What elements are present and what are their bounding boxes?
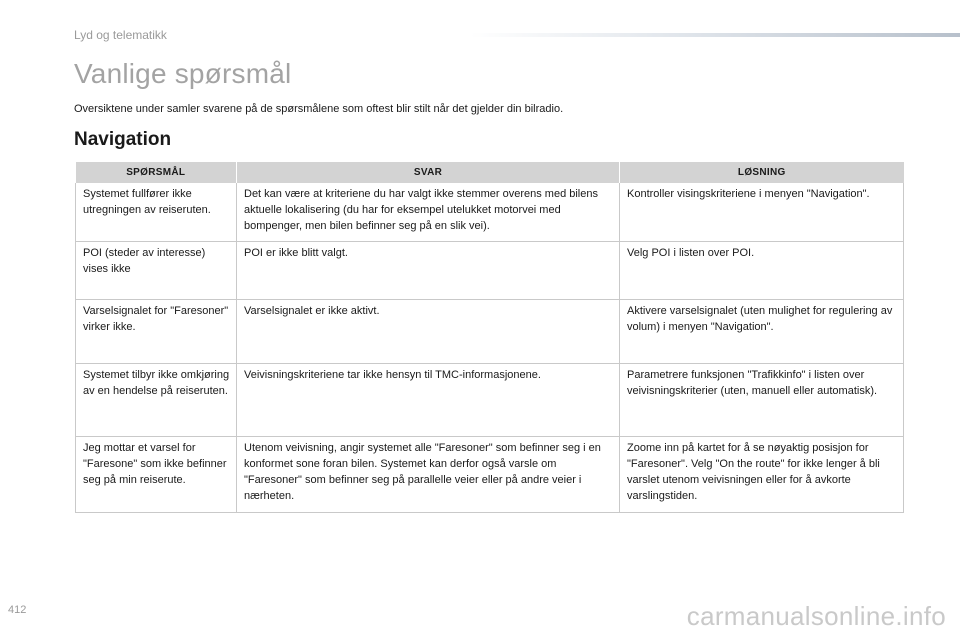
column-header-question: SPØRSMÅL — [76, 162, 237, 183]
solution-cell: Parametrere funksjonen "Trafikkinfo" i listen over veivisningskriterier (uten, manuell eller automatisk). — [620, 364, 904, 437]
intro-text: Oversiktene under samler svarene på de spørsmålene som oftest blir stilt når det gjelder din bilradio. — [74, 103, 564, 115]
column-header-answer: SVAR — [237, 162, 620, 183]
section-header: Lyd og telematikk — [74, 28, 167, 42]
answer-cell: Det kan være at kriteriene du har valgt ikke stemmer overens med bilens aktuelle lokalisering (du har for eksempel utelukket motorvei med bompenger, men bilen befinner seg på en slik vei). — [237, 183, 620, 242]
table-row — [76, 183, 904, 242]
table-row — [76, 364, 904, 437]
question-cell: Varselsignalet for "Faresoner" virker ikke. — [76, 300, 237, 364]
table-row — [76, 300, 904, 364]
header-rule — [470, 33, 960, 37]
answer-cell: Veivisningskriteriene tar ikke hensyn til TMC-informasjonene. — [237, 364, 620, 437]
question-cell: POI (steder av interesse) vises ikke — [76, 242, 237, 300]
watermark: carmanualsonline.info — [686, 601, 946, 631]
question-cell: Systemet fullfører ikke utregningen av reiseruten. — [76, 183, 237, 242]
table-row — [76, 437, 904, 513]
subsection-title: Navigation — [74, 129, 172, 150]
page-number: 412 — [8, 604, 27, 616]
table-header-row — [76, 162, 904, 183]
question-cell: Jeg mottar et varsel for "Faresone" som ikke befinner seg på min reiserute. — [76, 437, 237, 513]
solution-cell: Aktivere varselsignalet (uten mulighet for regulering av volum) i menyen "Navigation". — [620, 300, 904, 364]
answer-cell: Varselsignalet er ikke aktivt. — [237, 300, 620, 364]
solution-cell: Velg POI i listen over POI. — [620, 242, 904, 300]
solution-cell: Kontroller visingskriteriene i menyen "Navigation". — [620, 183, 904, 242]
table-row — [76, 242, 904, 300]
page-title: Vanlige spørsmål — [74, 58, 292, 89]
answer-cell: Utenom veivisning, angir systemet alle "Faresoner" som befinner seg i en konformet sone foran bilen. Systemet kan derfor også varsle om "Faresoner" som befinner seg på parallelle veier eller på andre veier i nærheten. — [237, 437, 620, 513]
column-header-solution: LØSNING — [620, 162, 904, 183]
solution-cell: Zoome inn på kartet for å se nøyaktig posisjon for "Faresoner". Velg "On the route" for ikke lenger å bli varslet utenom veivisningen eller for å avkorte varslingstiden. — [620, 437, 904, 513]
question-cell: Systemet tilbyr ikke omkjøring av en hendelse på reiseruten. — [76, 364, 237, 437]
faq-table — [75, 162, 904, 513]
answer-cell: POI er ikke blitt valgt. — [237, 242, 620, 300]
